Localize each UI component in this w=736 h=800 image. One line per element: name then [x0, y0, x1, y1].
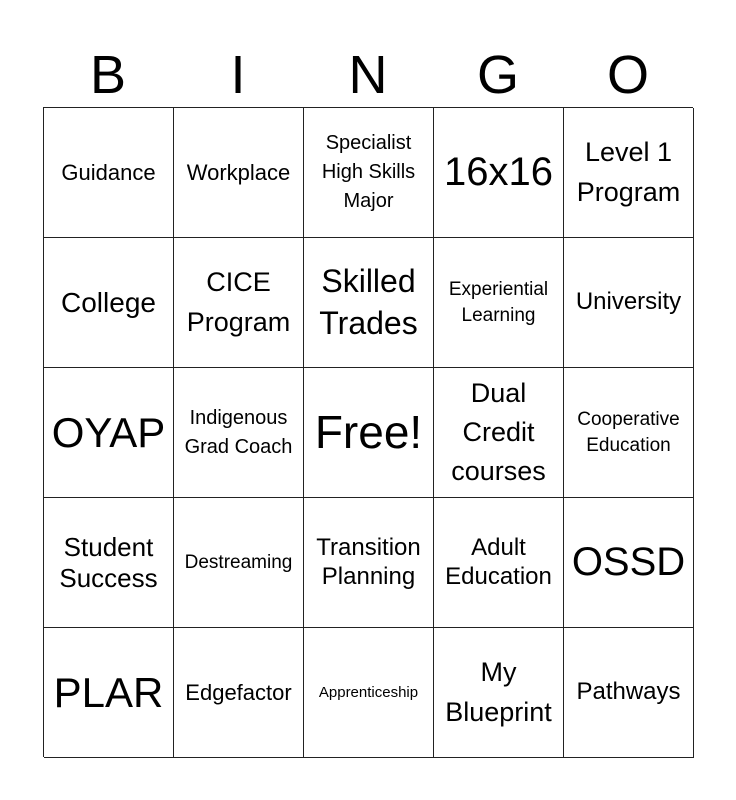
header-letter-o: O [606, 45, 649, 105]
cell-text: Specialist High Skills Major [321, 132, 416, 212]
bingo-cell [304, 498, 434, 628]
bingo-cell [44, 108, 174, 238]
bingo-cell [174, 368, 304, 498]
bingo-board [43, 107, 693, 757]
cell-text: Edgefactor [185, 679, 292, 705]
cell-text: 16x16 [444, 149, 553, 194]
bingo-cell [564, 238, 694, 368]
cell-text: Adult Education [445, 533, 552, 590]
cell-text: Workplace [186, 159, 291, 185]
bingo-cell [434, 498, 564, 628]
bingo-cell [304, 108, 434, 238]
cell-text: Apprenticeship [318, 683, 419, 701]
header-letter-g: G [476, 45, 519, 105]
bingo-cell [434, 238, 564, 368]
bingo-cell [434, 368, 564, 498]
cell-text: PLAR [53, 668, 164, 716]
bingo-cell [44, 368, 174, 498]
cell-text: Student Success [59, 531, 158, 593]
cell-text: OSSD [571, 539, 686, 584]
header-letter-n: N [348, 45, 388, 105]
bingo-cell [434, 628, 564, 758]
cell-text: Dual Credit courses [451, 377, 546, 487]
bingo-cell [564, 498, 694, 628]
bingo-cell [44, 498, 174, 628]
bingo-cell [564, 108, 694, 238]
cell-text: Level 1 Program [576, 137, 681, 207]
cell-text: OYAP [51, 408, 166, 456]
cell-text: Pathways [576, 678, 681, 706]
bingo-cell [174, 628, 304, 758]
bingo-cell [174, 238, 304, 368]
cell-text: Guidance [61, 159, 156, 185]
cell-text: Experiential Learning [448, 279, 549, 326]
bingo-cell [304, 628, 434, 758]
bingo-cell-free [304, 368, 434, 498]
bingo-cell [564, 628, 694, 758]
cell-text: Skilled Trades [319, 262, 418, 341]
cell-text: University [575, 288, 682, 316]
cell-text: My Blueprint [445, 657, 552, 727]
cell-text: Free! [314, 406, 423, 459]
cell-text: Destreaming [184, 551, 293, 573]
bingo-header [43, 42, 693, 108]
cell-text: CICE Program [186, 267, 291, 337]
bingo-cell [174, 498, 304, 628]
bingo-cell [304, 238, 434, 368]
cell-text: Indigenous Grad Coach [184, 406, 293, 458]
bingo-cell [174, 108, 304, 238]
cell-text: College [61, 286, 156, 318]
bingo-cell [434, 108, 564, 238]
cell-text: Cooperative Education [577, 409, 680, 456]
header-letter-b: B [89, 45, 127, 105]
bingo-cell [564, 368, 694, 498]
header-letter-i: I [230, 45, 246, 105]
cell-text: Transition Planning [316, 533, 421, 590]
bingo-cell [44, 238, 174, 368]
bingo-cell [44, 628, 174, 758]
